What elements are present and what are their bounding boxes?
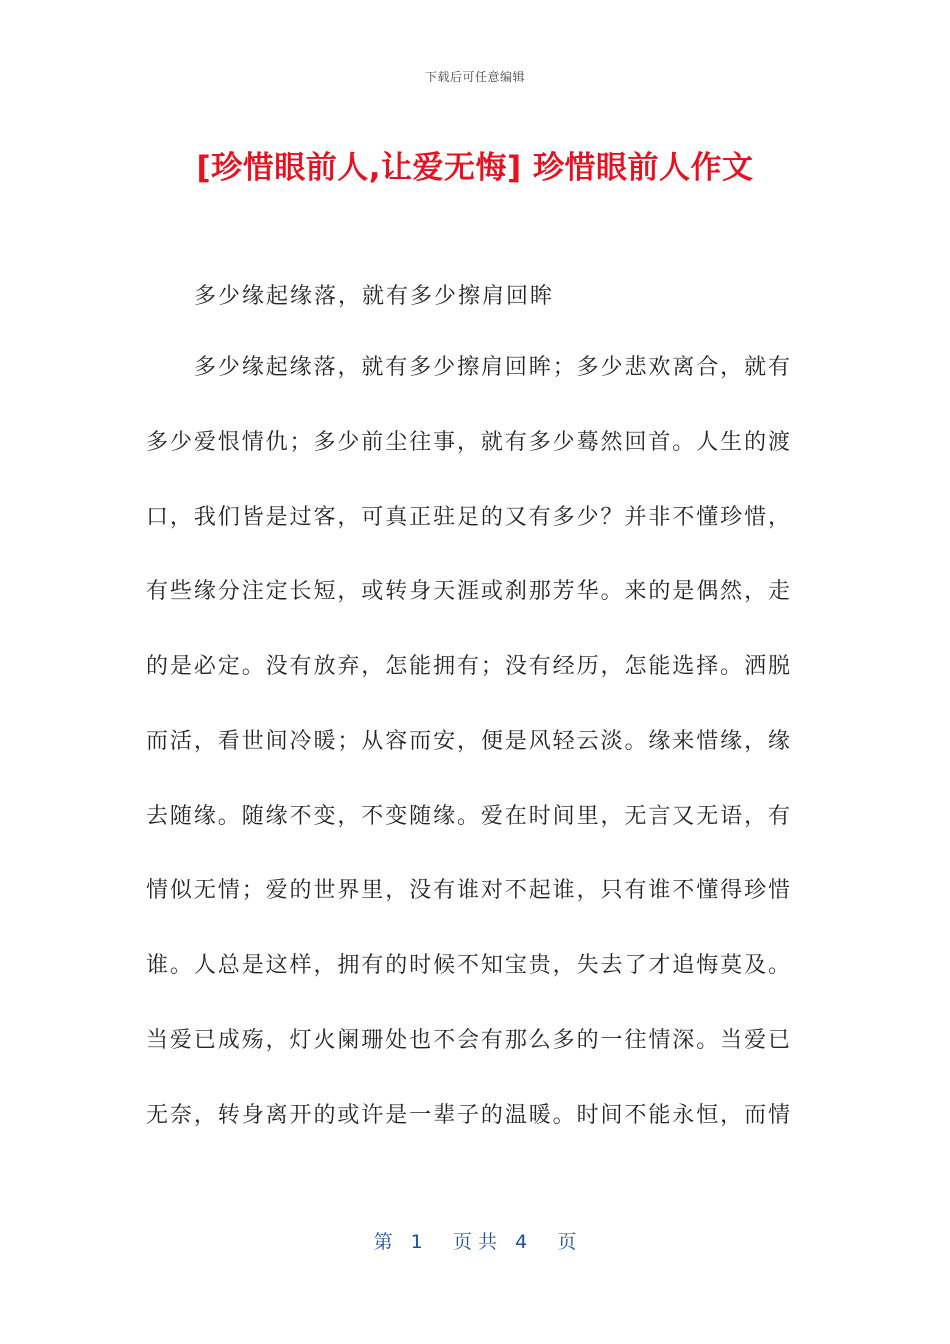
page-number-footer: 第 1 页 共 4 页 — [373, 1231, 577, 1253]
document-subtitle: 多少缘起缘落，就有多少擦肩回眸 — [194, 284, 555, 309]
paragraph-line: 的是必定。没有放弃，怎能拥有；没有经历，怎能选择。洒脱 — [146, 654, 790, 679]
document-title: [珍惜眼前人,让爱无悔] 珍惜眼前人作文 — [196, 150, 754, 186]
paragraph-line: 多少爱恨情仇；多少前尘往事，就有多少蓦然回首。人生的渡 — [146, 429, 790, 455]
paragraph-line: 多少缘起缘落，就有多少擦肩回眸；多少悲欢离合，就有 — [194, 355, 790, 380]
paragraph-line: 情似无情；爱的世界里，没有谁对不起谁，只有谁不懂得珍惜 — [146, 878, 790, 904]
paragraph-line: 有些缘分注定长短，或转身天涯或刹那芳华。来的是偶然，走 — [146, 579, 790, 605]
paragraph-line: 口，我们皆是过客，可真正驻足的又有多少？并非不懂珍惜， — [146, 504, 790, 530]
body-paragraph — [146, 351, 790, 1173]
paragraph-line: 无奈，转身离开的或许是一辈子的温暖。时间不能永恒，而情 — [146, 1102, 790, 1128]
paragraph-line: 谁。人总是这样，拥有的时候不知宝贵，失去了才追悔莫及。 — [146, 953, 790, 978]
paragraph-line: 当爱已成殇，灯火阑珊处也不会有那么多的一往情深。当爱已 — [146, 1027, 790, 1053]
paragraph-line: 而活，看世间冷暖；从容而安，便是风轻云淡。缘来惜缘，缘 — [146, 728, 790, 754]
paragraph-line: 去随缘。随缘不变，不变随缘。爱在时间里，无言又无语，有 — [146, 803, 790, 829]
header-note: 下载后可任意编辑 — [424, 70, 525, 84]
